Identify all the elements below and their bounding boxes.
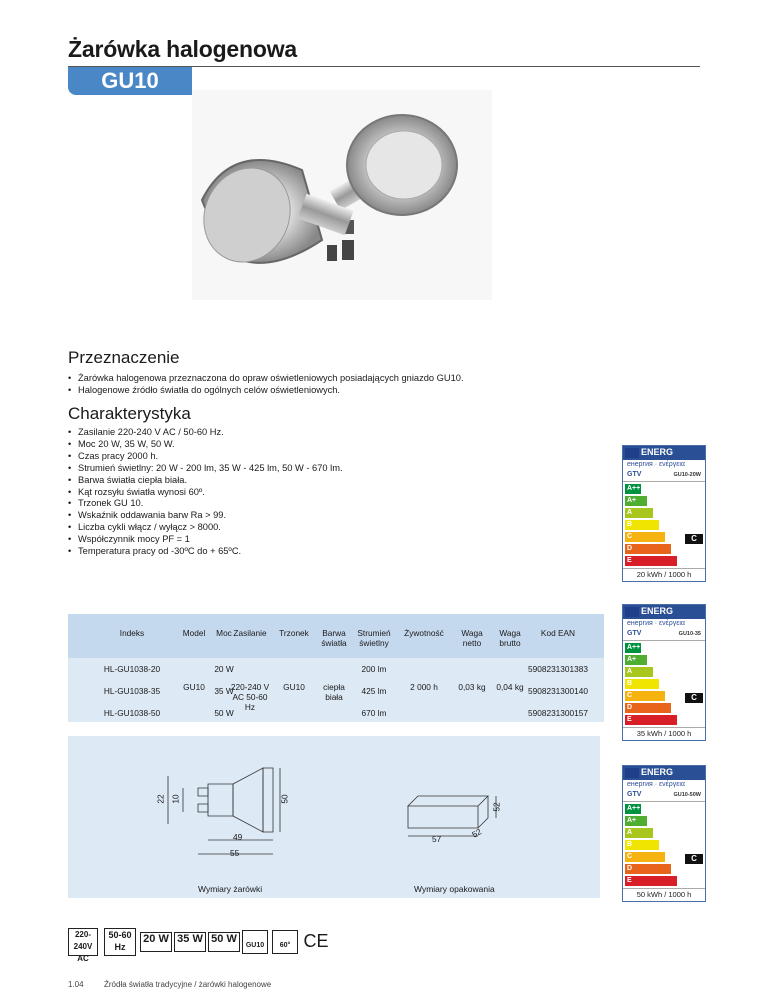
energy-label [622, 445, 706, 582]
power-50w-icon: 50 W [208, 932, 240, 952]
table-header-cell: Indeks [119, 628, 145, 638]
energy-bar: E [625, 715, 677, 725]
power-35w-icon: 35 W [174, 932, 206, 952]
energy-bar: A++ [627, 485, 641, 492]
dim-52-height: 52 [491, 802, 502, 812]
energy-scale [623, 804, 705, 886]
section-heading-przeznaczenie: Przeznaczenie [68, 348, 180, 367]
table-cell-strumien: 425 lm [361, 686, 387, 696]
table-cell-strumien: 200 lm [361, 664, 387, 674]
list-item: • Kąt rozsyłu światła wynosi 60º. [68, 487, 588, 499]
eu-flag-icon [625, 607, 639, 617]
dim-52-depth: 52 [470, 826, 484, 840]
energy-consumption: 50 kWh / 1000 h [623, 888, 705, 901]
table-cell-strumien: 670 lm [361, 708, 387, 718]
przeznaczenie-list [68, 373, 608, 397]
list-item: • Barwa światła ciepła biała. [68, 475, 588, 487]
energy-scale [623, 484, 705, 566]
dim-57: 57 [432, 834, 442, 844]
energy-consumption: 35 kWh / 1000 h [623, 727, 705, 740]
table-header-cell: Waga netto [461, 628, 483, 648]
energy-bar: A+ [625, 496, 647, 506]
table-cell-indeks: HL-GU1038-35 [103, 686, 161, 696]
dim-50: 50 [279, 794, 290, 804]
list-item: • Liczba cykli włącz / wyłącz > 8000. [68, 522, 588, 534]
table-header-cell: Waga brutto [499, 628, 521, 648]
brand-name: GTV [627, 630, 642, 637]
table-cell-indeks: HL-GU1038-50 [103, 708, 161, 718]
dim-49: 49 [233, 832, 243, 842]
bulb-drawing [168, 768, 280, 854]
energy-brand [623, 628, 705, 641]
dimensions-panel [68, 736, 600, 898]
table-cell-waga_netto: 0,03 kg [458, 682, 486, 692]
list-item: • Halogenowe źródło światła do ogólnych celów oświetleniowych. [68, 385, 608, 397]
energy-bar: A [625, 508, 653, 518]
energy-brand [623, 469, 705, 482]
energy-label [622, 604, 706, 741]
list-item: • Temperatura pracy od -30ºC do + 65ºC. [68, 546, 588, 558]
table-cell-ean: 5908231300140 [528, 686, 588, 696]
energy-bar: A [625, 667, 653, 677]
power-20w-icon: 20 W [140, 932, 172, 952]
beam-angle-icon: 60° [272, 930, 298, 954]
energy-word: ENERG [641, 606, 674, 616]
table-cell-waga_brutto: 0,04 kg [496, 682, 524, 692]
table-cell-moc: 20 W [214, 664, 234, 674]
energy-bar: A [625, 828, 653, 838]
charakterystyka-list [68, 427, 588, 558]
energy-class-arrow: C [685, 534, 703, 544]
energy-bar: A+ [625, 816, 647, 826]
table-header-cell: Kod EAN [540, 628, 576, 638]
table-cell-moc: 35 W [214, 686, 234, 696]
energy-label-header [623, 605, 705, 619]
dim-55: 55 [230, 848, 240, 858]
energy-model: GU10-50W [673, 792, 701, 798]
table-cell-ean: 5908231300157 [528, 708, 588, 718]
section-heading-charakterystyka: Charakterystyka [68, 404, 191, 423]
energy-consumption: 20 kWh / 1000 h [623, 568, 705, 581]
bulb-left [192, 154, 354, 277]
energy-label [622, 765, 706, 902]
eu-flag-icon [625, 448, 639, 458]
energy-model: GU10-20W [673, 472, 701, 478]
table-header-cell: Zasilanie [233, 628, 267, 638]
socket-gu10-icon: GU10 [242, 930, 268, 954]
table-header-cell: Trzonek [279, 628, 309, 638]
dim-10: 10 [170, 794, 181, 804]
energy-class-arrow: C [685, 693, 703, 703]
table-cell-indeks: HL-GU1038-20 [103, 664, 161, 674]
energy-bar: A+ [625, 655, 647, 665]
ce-mark-icon: CE [303, 931, 329, 951]
energy-bar: A++ [627, 644, 641, 651]
energy-model: GU10-35 [678, 631, 701, 637]
energy-bar: B [625, 520, 659, 530]
eu-flag-icon [625, 768, 639, 778]
list-item: • Żarówka halogenowa przeznaczona do opraw oświetleniowych posiadających gniazdo GU10. [68, 373, 608, 385]
energy-bar: C [625, 691, 665, 701]
table-cell-moc: 50 W [214, 708, 234, 718]
frequency-icon: 50-60 Hz [104, 928, 136, 956]
table-cell-model: GU10 [183, 682, 205, 692]
table-cell-barwa: ciepła biała [323, 682, 345, 702]
table-header-cell: Barwa światła [321, 628, 347, 648]
list-item: • Zasilanie 220-240 V AC / 50-60 Hz. [68, 427, 588, 439]
list-item: • Współczynnik mocy PF = 1 [68, 534, 588, 546]
energy-brand [623, 789, 705, 802]
energy-bar: B [625, 840, 659, 850]
dim-22: 22 [155, 794, 166, 804]
energy-sub: енергия · ενέργεια [627, 461, 685, 468]
table-cell-ean: 5908231301383 [528, 664, 588, 674]
list-item: • Strumień świetlny: 20 W - 200 lm, 35 W - 425 lm, 50 W - 670 lm. [68, 463, 588, 475]
list-item: • Wskaźnik oddawania barw Ra > 99. [68, 510, 588, 522]
list-item: • Trzonek GU 10. [68, 498, 588, 510]
energy-scale [623, 643, 705, 725]
page-number: 1.04 [68, 980, 84, 989]
brand-name: GTV [627, 471, 642, 478]
energy-bar: A++ [627, 805, 641, 812]
table-header-cell: Moc [216, 628, 232, 638]
package-drawing [408, 796, 496, 836]
energy-bar: B [625, 679, 659, 689]
footer-section: Źródła światła tradycyjne / żarówki halogenowe [104, 980, 272, 989]
energy-label-header [623, 446, 705, 460]
energy-bar: D [625, 703, 671, 713]
page-title: Żarówka halogenowa [68, 36, 298, 62]
energy-bar: D [625, 864, 671, 874]
energy-sub: енергия · ενέργεια [627, 620, 685, 627]
list-item: • Czas pracy 2000 h. [68, 451, 588, 463]
energy-word: ENERG [641, 767, 674, 777]
energy-word: ENERG [641, 447, 674, 457]
energy-label-header [623, 766, 705, 780]
energy-bar: D [625, 544, 671, 554]
energy-bar: E [625, 556, 677, 566]
energy-bar: E [625, 876, 677, 886]
energy-bar: C [625, 852, 665, 862]
energy-bar: C [625, 532, 665, 542]
package-dimensions-caption: Wymiary opakowania [414, 884, 495, 894]
table-header-cell: Strumień świetlny [357, 628, 391, 648]
table-cell-zywotnosc: 2 000 h [410, 682, 438, 692]
list-item: • Moc 20 W, 35 W, 50 W. [68, 439, 588, 451]
brand-name: GTV [627, 791, 642, 798]
voltage-icon: 220-240V AC [68, 928, 98, 956]
socket-badge: GU10 [68, 67, 192, 95]
energy-class-arrow: C [685, 854, 703, 864]
table-header-cell: Model [182, 628, 206, 638]
table-cell-zasilanie: 220-240 V AC 50-60 Hz [230, 682, 270, 712]
table-header-cell: Żywotność [404, 628, 444, 638]
product-photo [192, 90, 492, 300]
energy-sub: енергия · ενέργεια [627, 781, 685, 788]
table-cell-trzonek: GU10 [283, 682, 305, 692]
bulb-dimensions-caption: Wymiary żarówki [198, 884, 263, 894]
